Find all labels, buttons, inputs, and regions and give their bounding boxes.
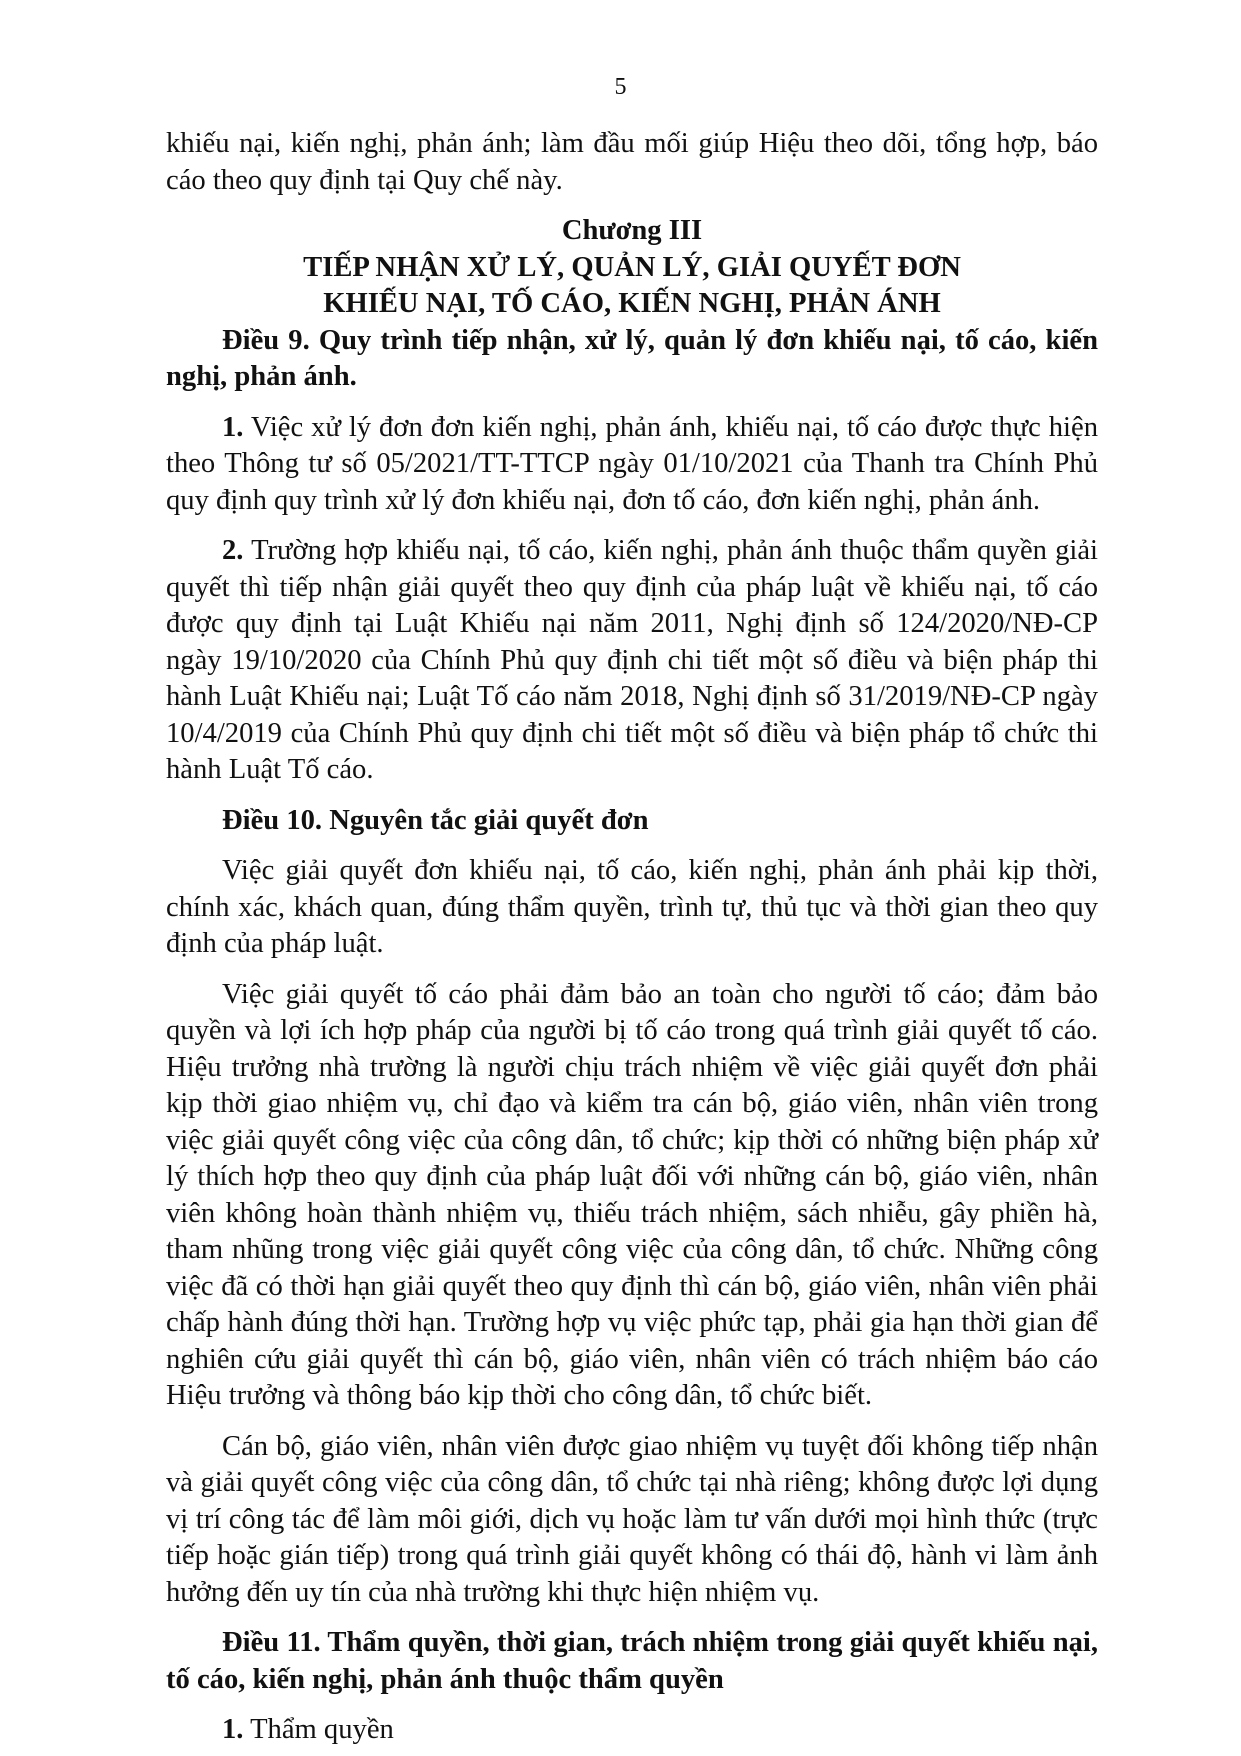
article-9-item-1 bbox=[166, 410, 1098, 520]
chapter-title-line-1: TIẾP NHẬN XỬ LÝ, QUẢN LÝ, GIẢI QUYẾT ĐƠN bbox=[303, 251, 961, 283]
article-9-item-2-text: Trường hợp khiếu nại, tố cáo, kiến nghị, phản ánh thuộc thẩm quyền giải quyết thì tiếp nhận giải quyết theo quy định của pháp luật về khiếu nại, tố cáo được quy định tại Luật Khiếu nại năm 2011, Nghị định số 124/2020/NĐ-CP ngày 19/10/2020 của Chính Phủ quy định chi tiết một số điều và biện pháp thi hành Luật Khiếu nại; Luật Tố cáo năm 2018, Nghị định số 31/2019/NĐ-CP ngày 10/4/2019 của Chính Phủ quy định chi tiết một số điều và biện pháp tổ chức thi hành Luật Tố cáo. bbox=[166, 535, 1098, 785]
article-10-paragraph-3: Cán bộ, giáo viên, nhân viên được giao nhiệm vụ tuyệt đối không tiếp nhận và giải quyết công việc của công dân, tổ chức tại nhà riêng; không được lợi dụng vị trí công tác để làm môi giới, dịch vụ hoặc làm tư vấn dưới mọi hình thức (trực tiếp hoặc gián tiếp) trong quá trình giải quyết không có thái độ, hành vi làm ảnh hưởng đến uy tín của nhà trường khi thực hiện nhiệm vụ. bbox=[166, 1430, 1098, 1608]
article-11-heading: Điều 11. Thẩm quyền, thời gian, trách nhiệm trong giải quyết khiếu nại, tố cáo, kiến nghị, phản ánh thuộc thẩm quyền bbox=[166, 1627, 1098, 1695]
chapter-label: Chương III bbox=[561, 215, 703, 246]
article-9-item-1-number: 1. bbox=[222, 411, 244, 443]
article-9-heading: Điều 9. Quy trình tiếp nhận, xử lý, quản lý đơn khiếu nại, tố cáo, kiến nghị, phản ánh. bbox=[166, 324, 1098, 392]
article-10-paragraph-1: Việc giải quyết đơn khiếu nại, tố cáo, kiến nghị, phản ánh phải kịp thời, chính xác, khách quan, đúng thẩm quyền, trình tự, thủ tục và thời gian theo quy định của pháp luật. bbox=[166, 855, 1098, 959]
page-number: 5 bbox=[614, 74, 627, 100]
chapter-title-line-2: KHIẾU NẠI, TỐ CÁO, KIẾN NGHỊ, PHẢN ÁNH bbox=[323, 288, 941, 319]
article-11-item-1-number: 1. bbox=[222, 1714, 244, 1745]
article-11-item-1-text: Thẩm quyền bbox=[243, 1714, 394, 1745]
intro-paragraph: khiếu nại, kiến nghị, phản ánh; làm đầu mối giúp Hiệu theo dõi, tổng hợp, báo cáo theo quy định tại Quy chế này. bbox=[166, 128, 1098, 196]
article-9-item-1-text: Việc xử lý đơn đơn kiến nghị, phản ánh, khiếu nại, tố cáo được thực hiện theo Thông tư số 05/2021/TT-TTCP ngày 01/10/2021 của Thanh tra Chính Phủ quy định quy trình xử lý đơn khiếu nại, đơn tố cáo, đơn kiến nghị, phản ánh. bbox=[166, 411, 1098, 516]
article-10-heading: Điều 10. Nguyên tắc giải quyết đơn bbox=[222, 804, 649, 836]
chapter-header bbox=[166, 213, 1098, 323]
article-11-item-1 bbox=[166, 1712, 1098, 1749]
article-9-item-2-number: 2. bbox=[222, 535, 244, 566]
article-10-paragraph-2: Việc giải quyết tố cáo phải đảm bảo an toàn cho người tố cáo; đảm bảo quyền và lợi ích hợp pháp của người bị tố cáo trong quá trình giải quyết tố cáo. Hiệu trưởng nhà trường là người chịu trách nhiệm về việc giải quyết đơn phải kịp thời giao nhiệm vụ, chỉ đạo và kiểm tra cán bộ, giáo viên, nhân viên trong việc giải quyết công việc của công dân, tổ chức; kịp thời có những biện pháp xử lý thích hợp theo quy định của pháp luật đối với những cán bộ, giáo viên, nhân viên không hoàn thành nhiệm vụ, thiếu trách nhiệm, sách nhiễu, gây phiền hà, tham nhũng trong việc giải quyết công việc của công dân, tổ chức. Những công việc đã có thời hạn giải quyết theo quy định thì cán bộ, giáo viên, nhân viên phải chấp hành đúng thời hạn. Trường hợp vụ việc phức tạp, phải gia hạn thời gian để nghiên cứu giải quyết thì cán bộ, giáo viên, nhân viên có trách nhiệm báo cáo Hiệu trưởng và thông báo kịp thời cho công dân, tổ chức biết. bbox=[166, 978, 1098, 1411]
article-9-item-2 bbox=[166, 533, 1098, 789]
document-body bbox=[166, 126, 1098, 1749]
